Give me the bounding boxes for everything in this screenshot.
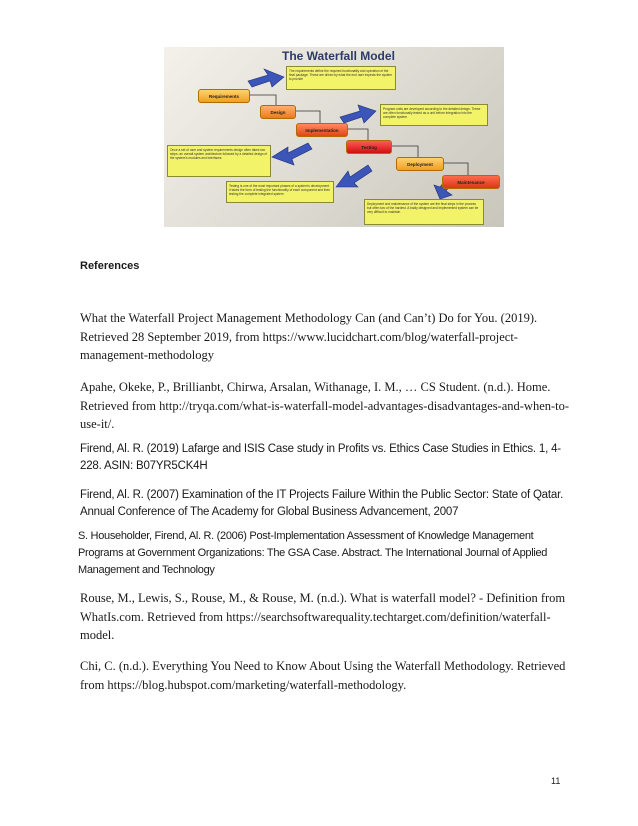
connector-3 bbox=[346, 129, 368, 140]
reference-item: Firend, Al. R. (2007) Examination of the IT Projects Failure Within the Public Sector: State of Qatar. Annual Conference of The Academy for Global Business Advancement, 2007 bbox=[80, 489, 564, 518]
arrow-icon bbox=[248, 69, 284, 87]
waterfall-model-figure bbox=[164, 47, 504, 227]
note-implementation: Program units are developed according to the detailed design. These are often functionally tested as a unit before integration into the complete system bbox=[380, 104, 488, 126]
connector-4 bbox=[390, 146, 418, 157]
connector-1 bbox=[248, 95, 276, 105]
page-number: 11 bbox=[551, 776, 561, 786]
reference-item: S. Householder, Firend, Al. R. (2006) Post-Implementation Assessment of Knowledge Management Programs at Government Organizations: The GSA Case. Abstract. The International Journal of Applied Management and Technology bbox=[78, 530, 548, 576]
reference-item: Chi, C. (n.d.). Everything You Need to Know About Using the Waterfall Methodology. Retrieved from https://blog.hubspot.com/marketing/waterfall-methodology. bbox=[80, 659, 566, 692]
stage-testing: Testing bbox=[346, 140, 392, 154]
reference-item: Apahe, Okeke, P., Brillianbt, Chirwa, Arsalan, Withanage, I. M., … CS Student. (n.d.). Home. Retrieved from http://tryqa.com/what-is-waterfall-model-advantages-disadvantages-and-when-to-use-it/. bbox=[80, 380, 570, 431]
note-design: Once a set of user and system requirements design often takes two steps: an overall system architecture followed by a detailed design of the system's modules and interfaces bbox=[167, 145, 271, 177]
stage-maintenance: Maintenance bbox=[442, 175, 500, 189]
arrow-icon bbox=[340, 105, 376, 123]
arrow-icon bbox=[272, 143, 312, 165]
arrow-icon bbox=[336, 165, 372, 187]
reference-item: What the Waterfall Project Management Methodology Can (and Can’t) Do for You. (2019). Retrieved 28 September 2019, from https://www.lucidchart.com/blog/waterfall-project-management-methodology bbox=[80, 311, 538, 362]
stage-deployment: Deployment bbox=[396, 157, 444, 171]
note-deployment: Deployment and maintenance of the system are the final steps in the process but often two of the hardest. A badly designed and implemented system can be very difficult to maintain bbox=[364, 199, 484, 225]
reference-item: Firend, Al. R. (2019) Lafarge and ISIS Case study in Profits vs. Ethics Case Studies in Ethics. 1, 4-228. ASIN: B07YR5CK4H bbox=[80, 443, 561, 472]
connector-2 bbox=[294, 111, 320, 123]
stage-design: Design bbox=[260, 105, 296, 119]
stage-requirements: Requirements bbox=[198, 89, 250, 103]
connector-5 bbox=[442, 163, 468, 175]
reference-item: Rouse, M., Lewis, S., Rouse, M., & Rouse, M. (n.d.). What is waterfall model? - Definition from WhatIs.com. Retrieved from https://searchsoftwarequality.techtarget.com/definition/waterfall-model. bbox=[80, 591, 566, 642]
stage-implementation: Implementation bbox=[296, 123, 348, 137]
note-requirements: The requirements define the required functionality and operation of the final package. These are driven by what the end user expects the system to provide bbox=[286, 66, 396, 90]
note-testing: Testing is one of the most important phases of a system's development. It takes the form of testing the functionality of each component and then testing the complete integrated system bbox=[226, 181, 334, 203]
references-heading: References bbox=[80, 260, 140, 272]
figure-title: The Waterfall Model bbox=[282, 49, 395, 63]
